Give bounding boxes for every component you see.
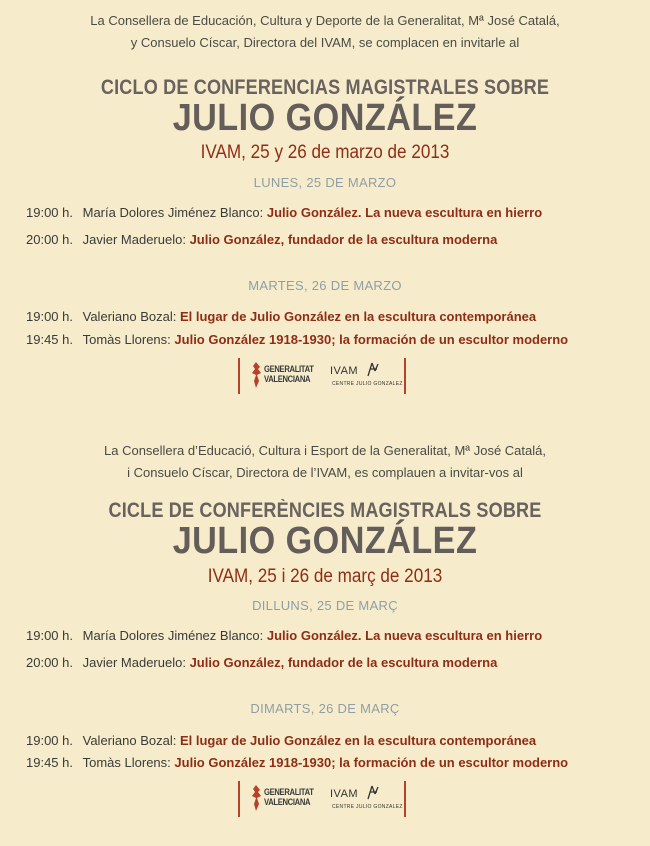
generalitat-line-1: GENERALITAT [264, 364, 314, 374]
ivam-logo-text: IVAM [330, 365, 359, 377]
logo-divider [404, 358, 406, 394]
talk-topic: Julio González, fundador de la escultura moderna [189, 655, 498, 670]
talk-speaker: Tomàs Llorens: [82, 755, 171, 770]
generalitat-line-2: VALENCIANA [264, 797, 311, 807]
intro-line-2: y Consuelo Císcar, Directora del IVAM, se complacen en invitarle al [130, 35, 520, 50]
talk-topic: Julio González, fundador de la escultura moderna [189, 232, 498, 247]
series-title: CICLO DE CONFERENCIAS MAGISTRALES SOBRE [100, 76, 550, 99]
generalitat-line-2: VALENCIANA [264, 374, 311, 384]
talk-row [26, 232, 636, 247]
talk-row [26, 332, 636, 347]
talk-speaker: María Dolores Jiménez Blanco: [82, 205, 264, 220]
day-label: LUNES, 25 DE MARZO [253, 175, 397, 190]
talk-row [26, 755, 636, 770]
logo-divider [404, 781, 406, 817]
ivam-subtitle: CENTRE JULIO GONZALEZ [332, 804, 403, 810]
talk-time: 19:00 h. [26, 309, 73, 324]
talk-topic: El lugar de Julio González en la escultura contemporánea [179, 733, 537, 748]
talk-row [26, 733, 636, 748]
day-label: DIMARTS, 26 DE MARÇ [250, 701, 400, 716]
talk-topic: Julio González. La nueva escultura en hierro [266, 628, 543, 643]
intro-va [0, 440, 650, 484]
logo-divider [238, 358, 240, 394]
intro-es [0, 10, 650, 54]
intro-line-1: La Consellera d’Educació, Cultura i Esport de la Generalitat, Mª José Catalá, [104, 443, 546, 458]
generalitat-logo-text [264, 787, 314, 807]
ivam-figure-icon [366, 361, 380, 377]
venue-date: IVAM, 25 y 26 de marzo de 2013 [200, 142, 450, 163]
day-label: DILLUNS, 25 DE MARÇ [252, 598, 398, 613]
intro-line-1: La Consellera de Educación, Cultura y Deporte de la Generalitat, Mª José Catalá, [90, 13, 560, 28]
talk-speaker: Valeriano Bozal: [82, 733, 177, 748]
talk-time: 19:00 h. [26, 205, 73, 220]
generalitat-bat-icon [250, 361, 262, 389]
talk-time: 19:00 h. [26, 628, 73, 643]
sponsor-logos [238, 779, 406, 819]
talk-topic: Julio González 1918-1930; la formación de un escultor moderno [174, 755, 569, 770]
talk-row [26, 309, 636, 324]
generalitat-bat-icon [250, 784, 262, 812]
talk-time: 20:00 h. [26, 655, 73, 670]
series-title: CICLE DE CONFERÈNCIES MAGISTRALS SOBRE [108, 499, 542, 522]
talk-topic: Julio González. La nueva escultura en hierro [266, 205, 543, 220]
logo-divider [238, 781, 240, 817]
intro-line-2: i Consuelo Císcar, Directora de l’IVAM, es complauen a invitar-vos al [127, 465, 523, 480]
subject-title: JULIO GONZÁLEZ [172, 520, 478, 562]
talk-time: 20:00 h. [26, 232, 73, 247]
talk-speaker: Tomàs Llorens: [82, 332, 171, 347]
talk-speaker: Javier Maderuelo: [82, 232, 186, 247]
talk-topic: El lugar de Julio González en la escultura contemporánea [179, 309, 537, 324]
subject-title: JULIO GONZÁLEZ [172, 97, 478, 139]
ivam-subtitle: CENTRE JULIO GONZALEZ [332, 381, 403, 387]
sponsor-logos [238, 356, 406, 396]
talk-time: 19:45 h. [26, 755, 73, 770]
ivam-logo-text: IVAM [330, 788, 359, 800]
talk-speaker: María Dolores Jiménez Blanco: [82, 628, 264, 643]
talk-row [26, 628, 636, 643]
ivam-figure-icon [366, 784, 380, 800]
day-label: MARTES, 26 DE MARZO [248, 278, 402, 293]
generalitat-logo-text [264, 364, 314, 384]
talk-time: 19:45 h. [26, 332, 73, 347]
talk-row [26, 655, 636, 670]
generalitat-line-1: GENERALITAT [264, 787, 314, 797]
talk-row [26, 205, 636, 220]
talk-speaker: Valeriano Bozal: [82, 309, 177, 324]
talk-speaker: Javier Maderuelo: [82, 655, 186, 670]
talk-topic: Julio González 1918-1930; la formación de un escultor moderno [174, 332, 569, 347]
venue-date: IVAM, 25 i 26 de març de 2013 [207, 566, 443, 587]
talk-time: 19:00 h. [26, 733, 73, 748]
